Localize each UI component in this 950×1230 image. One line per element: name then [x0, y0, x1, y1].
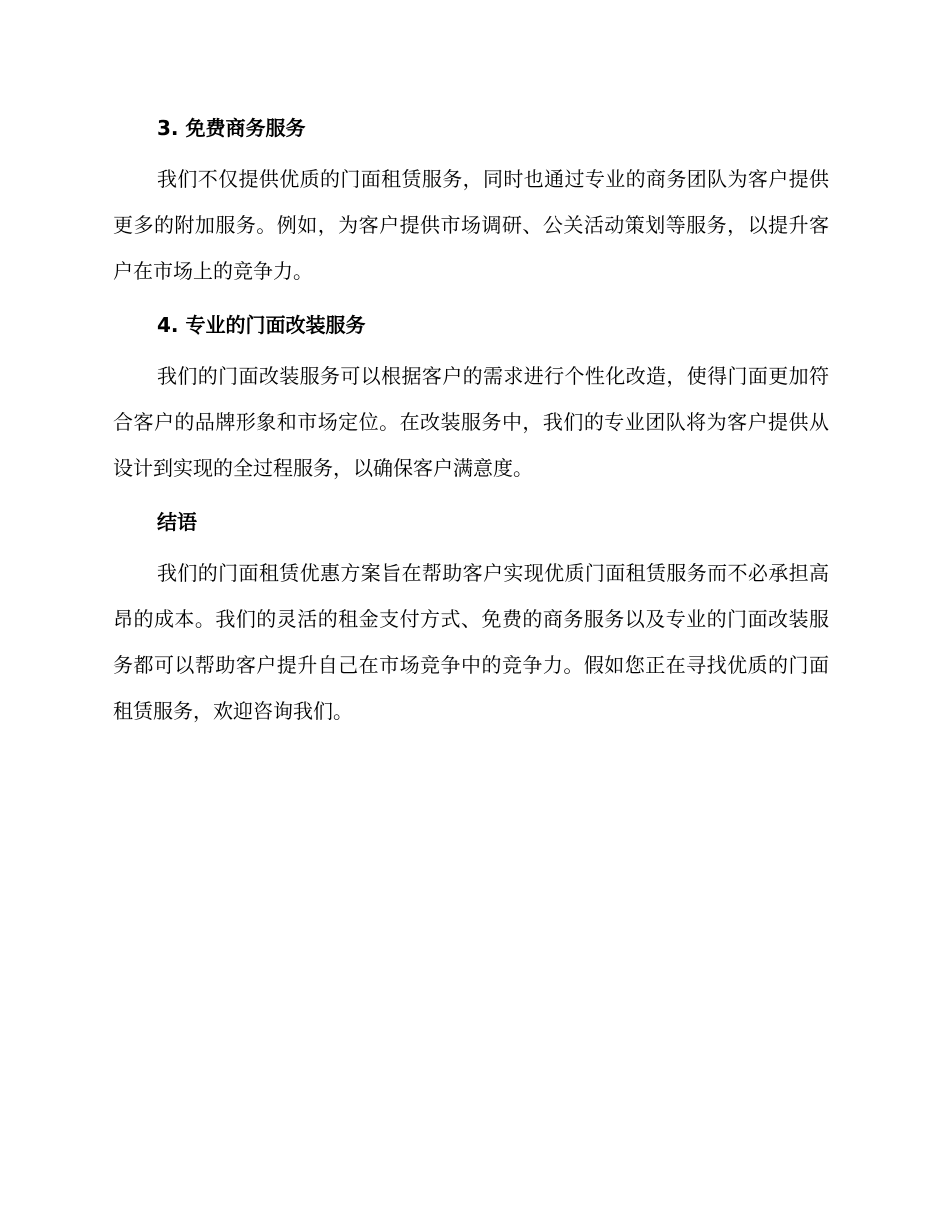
section-paragraph-conclusion: 我们的门面租赁优惠方案旨在帮助客户实现优质门面租赁服务而不必承担高昂的成本。我们的灵活的租金支付方式、免费的商务服务以及专业的门面改装服务都可以帮助客户提升自己在市场竞争中的竞争力。假如您正在寻找优质的门面租赁服务，欢迎咨询我们。 — [113, 561, 829, 723]
section-paragraph-storefront-renovation: 我们的门面改装服务可以根据客户的需求进行个性化改造，使得门面更加符合客户的品牌形象和市场定位。在改装服务中，我们的专业团队将为客户提供从设计到实现的全过程服务，以确保客户满意度。 — [113, 364, 829, 480]
section-heading-storefront-renovation: 4. 专业的门面改装服务 — [157, 313, 366, 337]
section-heading-conclusion: 结语 — [157, 510, 197, 534]
section-heading-free-business-services: 3. 免费商务服务 — [157, 116, 306, 140]
document-body — [113, 110, 829, 734]
section-paragraph-free-business-services: 我们不仅提供优质的门面租赁服务，同时也通过专业的商务团队为客户提供更多的附加服务。例如，为客户提供市场调研、公关活动策划等服务，以提升客户在市场上的竞争力。 — [113, 167, 829, 283]
